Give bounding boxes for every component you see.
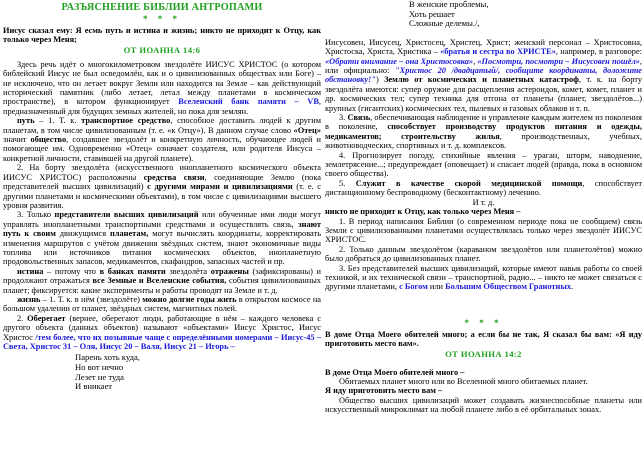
paragraph-starship-intro: Здесь речь идёт о многокилометровом звездолёте ИИСУС ХРИСТОС (о котором библейский Иисус не был осведомлён, как и о цивилизованных обществах или Боге) – не исключено, что он летает вокруг Земли или находится на Земле – как действующий исторический памятник (либо летает, летал между планетами в космическом пространстве), в котором функционирует Вселенский банк памяти – VB, предназначенный для будущих земных жителей, но пока для землян.: [3, 59, 321, 116]
poem-line: Хоть решает: [409, 8, 455, 19]
paragraph-only-starship: 2. Только данным звездолётом (караваном звездолётов или планетолётов) можно было добраться до цивилизованных планет.: [325, 244, 642, 264]
poem-right: [325, 0, 642, 29]
paragraph-truth-definition: истина – потому что в банках памяти звездолёта отражены (зафиксированы) и продолжают отражаться все Земные и Вселенские события, события цивилизованных планет; фиксируется: какие эксперименты и работы проводят на Земле и т. д.: [3, 266, 322, 295]
paragraph-medical: 5. Служит в качестве скорой медицинской помощи, способствует дистанционному беспроводному (бесконтактному) лечению.: [325, 178, 643, 198]
section-separator-stars: * * *: [143, 14, 181, 24]
epigraph-quote: В доме Отца Моего обителей много; а если бы не так, Я сказал бы вам: «Я иду приготовить место вам».: [325, 329, 642, 349]
paragraph-without-representatives: 3. Без представителей высших цивилизаций, которые имеют навык работы со своей техникой, и их технической связи – транспортной, радио... – никто не может связаться с другими планетами, с Богом или Большим Обществом Гранотных.: [325, 263, 642, 292]
poem-line: И вникает: [75, 381, 113, 392]
paragraph-microclimate: Общество высших цивилизаций может создавать жизнеспособные планеты или искусственный микроклимат на любой планете либо в её орбитальных зонах.: [325, 395, 642, 415]
section-separator-stars: * * *: [464, 317, 503, 328]
paragraph-fathers-house: В доме Отца Моего обителей много –: [325, 367, 465, 377]
page-title: РАЗЪЯСНЕНИЕ БИБЛИИ АНТРОПАМИ: [61, 2, 263, 13]
paragraph-life-definition: жизнь – 1. Т. к. в нём (звездолёте) можно долгие годы жить в открытом космосе на большом удалении от планет, звёздных систем, магнитных полей.: [3, 294, 321, 314]
poem-line: Сложные делемы./,: [409, 18, 480, 29]
verse-reference: ОТ ИОАННА 14:2: [445, 348, 522, 359]
paragraph-protects: 2. Оберегает (вернее, оберегают люди, работающие в нём – каждого человека с другого объекта (данных объектов) называют «объектами» Иисус Христос, Иисус Христос /тем более, что их позывные чаще с определёнными номерами – Иисус-45 – Света, Христос 31 – Оля, Иисус 20 – Валя, Иисус 21 – Игорь –: [3, 313, 322, 351]
poem-left: [3, 353, 321, 391]
poem-line: В женские проблемы,: [409, 0, 489, 9]
paragraph-etc: И т. д.: [472, 197, 495, 207]
poem-line: Парень хоть куда,: [75, 352, 140, 363]
paragraph-bible-period: 1. В период написания Библии (о современном периоде пока не сообщаем) связь Земли с цивилизованными планетами осуществлялась только через звездолёт ИИСУС ХРИСТОС.: [325, 216, 642, 245]
paragraph-communication-means: 2. На борту звездолёта (искусственного инопланетного космического объекта ИИСУС ХРИСТОС) расположены средства связи, соединяющие Землю (пока представителей высших цивилизаций) с другими мирами и цивилизациями (т. е. с другими планетами и космическими объектами), в том числе с цивилизациями высшего уровня развития.: [3, 163, 321, 210]
paragraph-inhabited-planets: Обитаемых планет много или во Вселенной много обитаемых планет.: [339, 376, 588, 386]
paragraph-higher-civilizations: 3. Только представители высших цивилизаций или обученные ими люди могут управлять инопланетными транспортными средствами и осуществлять связь, знают путь к своим движущимся планетам, могут вычислять координаты, корректировать изменения маршрутов с учётом движения звёздных систем, знают экономичные виды топлива или источников питания космических объектов, инопланетную продовольственных запасов, медикаментов, скафандров, запасных частей и пр.: [3, 210, 321, 267]
paragraph-path-definition: путь – 1. Т. к. транспортное средство, способное доставить людей к другим планетам, в том числе цивилизованным (т. е. «к Отцу»). В данном случае слово «Отец» значит общество, создавшее звездолёт и конкретную личность, обучающее людей и помогающее им. Одновременно «Отец» означает создателя, или родителя Иисуса – конкретной личности, ставившей на другой планете).: [3, 116, 321, 163]
left-column: [3, 0, 321, 392]
epigraph-quote: Иисус сказал ему: Я есмь путь и истина и жизнь; никто не приходит к Отцу, как только через Меня;: [3, 26, 321, 45]
paragraph-weather: 4. Прогнозирует погоду, стихийные явления – ураган, шторм, наводнение, землетрясение...; предупреждает (оповещает) и спасает людей (правда, пока в основном своего общества).: [325, 150, 642, 179]
paragraph-no-one-comes: никто не приходит к Отцу, как только через Меня –: [325, 207, 521, 217]
poem-line: Но вот нечно: [75, 362, 124, 372]
paragraph-christ-names: Иисусовен, Иисусец, Христосец, Христец, Христ; женский персонал – Христосовна, Христоска, Христа, Христика – «братья и сестра во ХРИСТЕ», например, в разговоре: «Обрати внимание – она Христосовка», «Посмотри, посмотри – Иисусовен пошёл», или официально: "Христос 20 /двадцатый/, сообщите координаты, доложите обстановку!") Землю от космических и планетных катастроф, т. к. на борту звездолёта имеются: супер оружие для расщепления астероидов, комет, комет, планет и др. космических тел; супер техника для отгона от планеты (планет, звездолётов...) крупных (гигантских) космических тел, пылевых и газовых облаков и т. п.: [325, 37, 642, 113]
right-column: [325, 0, 642, 415]
verse-reference: ОТ ИОАННА 14:6: [123, 44, 201, 55]
poem-line: Лезет не туда: [75, 371, 124, 382]
paragraph-connection: 3. Связь, обеспечивающая наблюдение и управление каждым жителем из поколения в поколение, способствует производству продуктов питания и одежды, медикаментов; строительству жилья, производственных, учебных, животноводческих, спортивных и т. д. комплексов.: [325, 113, 642, 151]
paragraph-prepare-place: Я иду приготовить место вам –: [325, 386, 443, 396]
